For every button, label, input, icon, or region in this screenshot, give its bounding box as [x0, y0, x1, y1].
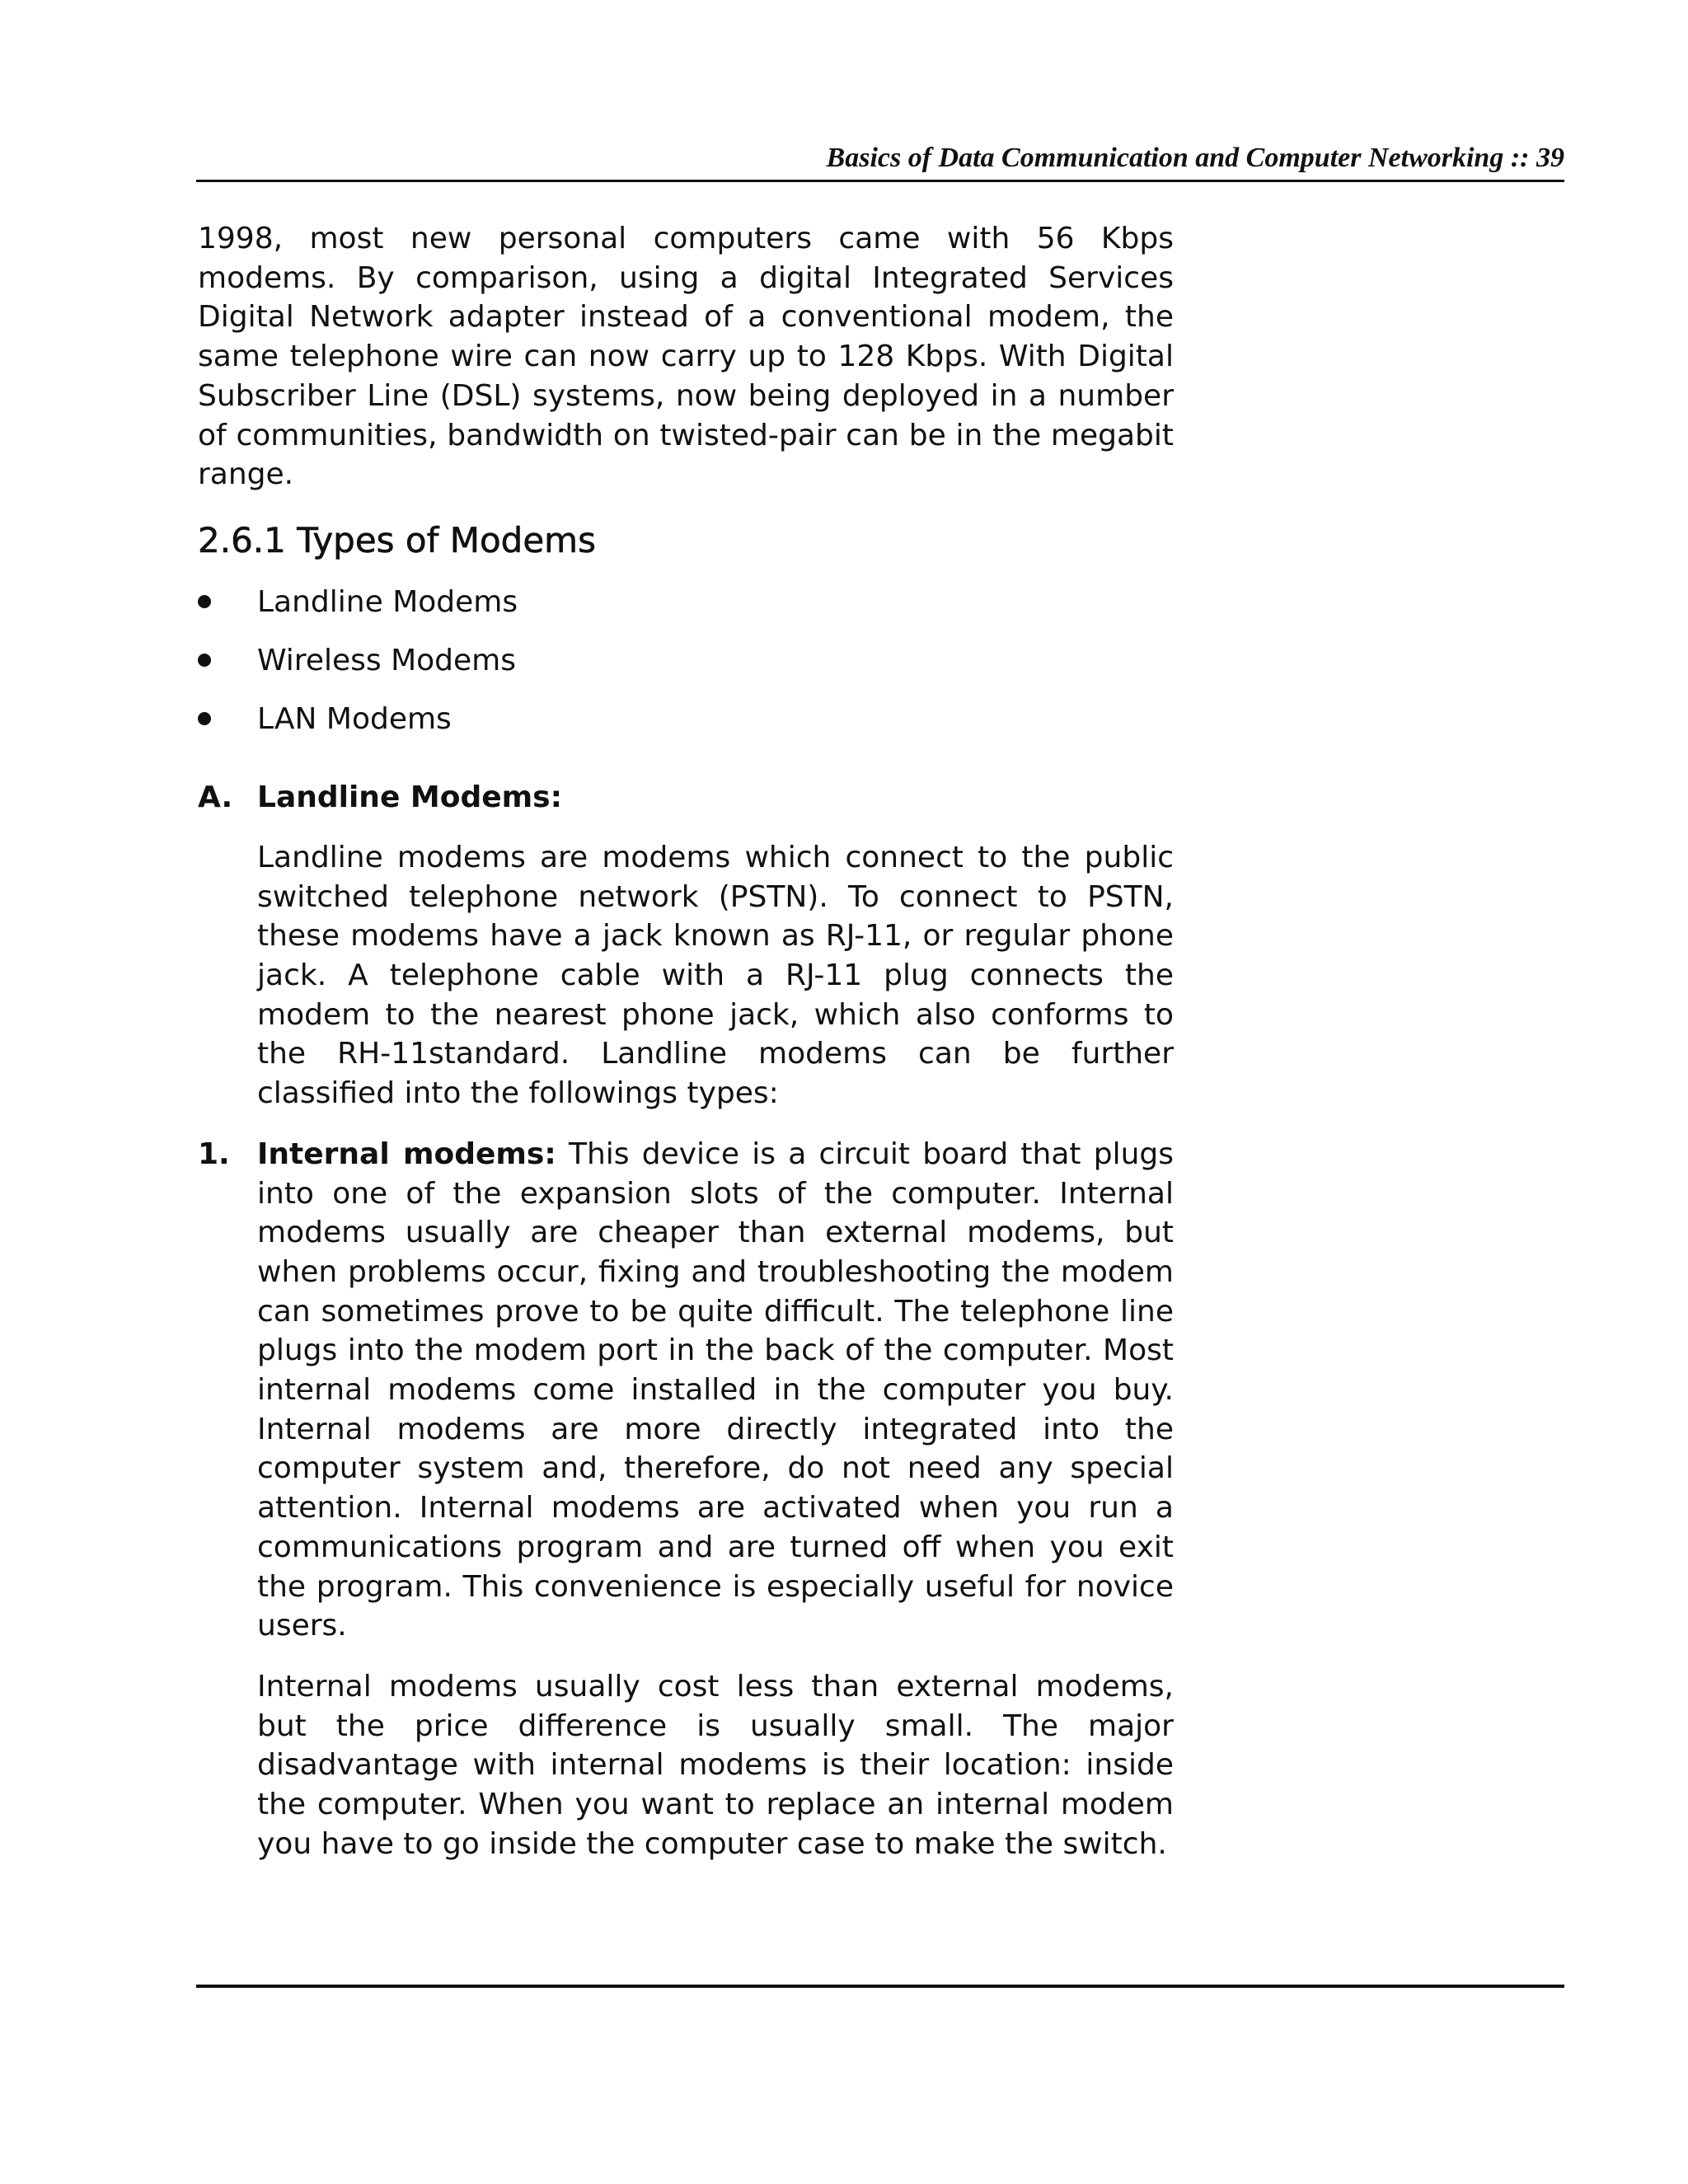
subheading-marker: A.	[198, 780, 233, 814]
item-body-text: This device is a circuit board that plugs into one of the expansion slots of the computer. Internal modems usually are cheaper than external modems, but when problems occur, fixing and troubleshooting the modem can sometimes prove to be quite difficult. The telephone line plugs into the modem port in the back of the computer. Most internal modems come installed in the computer you buy. Internal modems are more directly integrated into the computer system and, therefore, do not need any special attention. Internal modems are activated when you run a communications program and are turned off when you exit the program. This convenience is especially useful for novice users.	[257, 1137, 1174, 1643]
list-item-label: Landline Modems	[257, 584, 518, 619]
list-item-label: Wireless Modems	[257, 643, 516, 677]
bullet-icon	[198, 712, 211, 725]
subheading-title: Landline Modems:	[257, 780, 562, 814]
list-item-label: LAN Modems	[257, 701, 452, 736]
internal-modems-paragraph	[257, 1135, 1174, 1646]
internal-modems-item	[198, 1135, 1174, 1864]
list-item	[198, 582, 1174, 640]
intro-paragraph: 1998, most new personal computers came with 56 Kbps modems. By comparison, using a digital Integrated Services Digital Network adapter instead of a conventional modem, the same telephone wire can now carry up to 128 Kbps. With Digital Subscriber Line (DSL) systems, now being deployed in a number of communities, bandwidth on twisted-pair can be in the megabit range.	[198, 222, 1174, 492]
footer-rule	[196, 1985, 1564, 1988]
bullet-icon	[198, 595, 211, 608]
landline-subheading	[198, 777, 1174, 818]
landline-paragraph: Landline modems are modems which connect to the public switched telephone network (PSTN). To connect to PSTN, these modems have a jack known as RJ-11, or regular phone jack. A telephone cable with a RJ-11 plug connects the modem to the nearest phone jack, which also conforms to the RH-11standard. Landline modems can be further classified into the followings types:	[257, 840, 1174, 1111]
bullet-icon	[198, 654, 211, 667]
list-item	[198, 640, 1174, 699]
landline-block	[198, 838, 1174, 1113]
internal-modems-cost-paragraph: Internal modems usually cost less than external modems, but the price difference is usually small. The major disadvantage with internal modems is their location: inside the computer. When you want to replace an internal modem you have to go inside the computer case to make the switch.	[257, 1669, 1174, 1861]
modem-types-list	[198, 582, 1174, 757]
item-number: 1.	[198, 1137, 230, 1171]
header-rule	[196, 180, 1564, 182]
running-header: Basics of Data Communication and Computer Networking :: 39	[826, 143, 1564, 173]
list-item	[198, 699, 1174, 757]
page-body	[198, 219, 1174, 1886]
item-lead-term: Internal modems:	[257, 1137, 556, 1171]
section-heading: 2.6.1 Types of Modems	[198, 519, 596, 560]
